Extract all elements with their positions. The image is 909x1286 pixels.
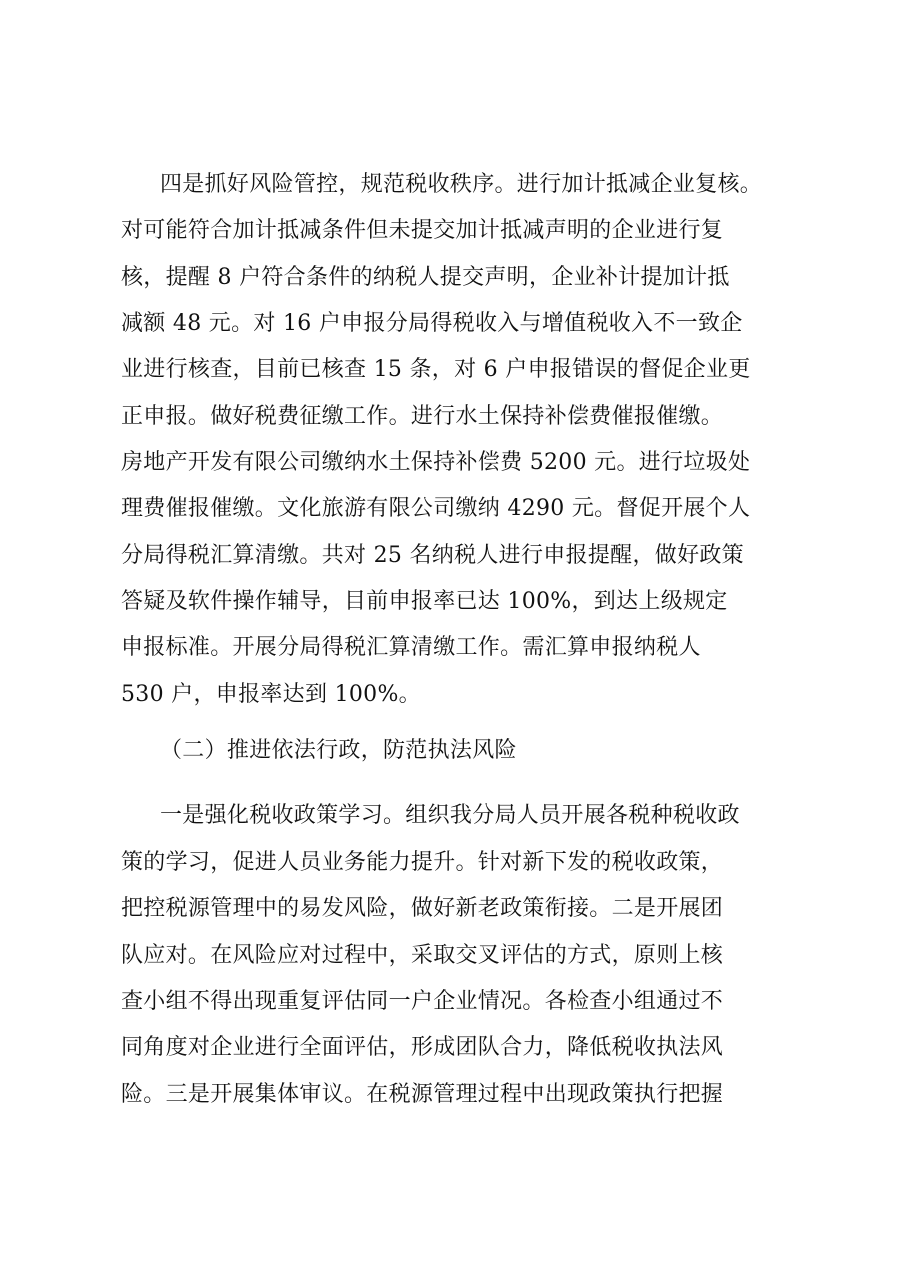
paragraph-1-line-5: 业进行核查，目前已核查 15 条，对 6 户申报错误的督促企业更	[121, 357, 751, 382]
paragraph-1-line-9: 分局得税汇算清缴。共对 25 名纳税人进行申报提醒，做好政策	[121, 543, 744, 568]
paragraph-1-line-3: 核，提醒 8 户符合条件的纳税人提交声明，企业补计提加计抵	[121, 265, 730, 290]
paragraph-2-line-3: 把控税源管理中的易发风险，做好新老政策衔接。二是开展团	[121, 896, 724, 921]
paragraph-2-line-1: 一是强化税收政策学习。组织我分局人员开展各税种税收政	[160, 803, 740, 828]
paragraph-1-line-7: 房地产开发有限公司缴纳水土保持补偿费 5200 元。进行垃圾处	[121, 450, 751, 475]
paragraph-1-line-12: 530 户，申报率达到 100%。	[121, 682, 421, 707]
paragraph-2-line-7: 险。三是开展集体审议。在税源管理过程中出现政策执行把握	[121, 1082, 724, 1107]
paragraph-1-line-8: 理费催报催缴。文化旅游有限公司缴纳 4290 元。督促开展个人	[121, 496, 751, 521]
paragraph-2-line-2: 策的学习，促进人员业务能力提升。针对新下发的税收政策，	[121, 850, 724, 875]
section-heading: （二）推进依法行政，防范执法风险	[160, 738, 517, 763]
paragraph-1-line-1: 四是抓好风险管控，规范税收秩序。进行加计抵减企业复核。	[160, 172, 763, 197]
paragraph-2-line-4: 队应对。在风险应对过程中，采取交叉评估的方式，原则上核	[121, 943, 724, 968]
paragraph-1-line-2: 对可能符合加计抵减条件但未提交加计抵减声明的企业进行复	[121, 218, 724, 243]
paragraph-1-line-4: 减额 48 元。对 16 户申报分局得税收入与增值税收入不一致企	[121, 311, 743, 336]
paragraph-1-line-6: 正申报。做好税费征缴工作。进行水土保持补偿费催报催缴。	[121, 404, 724, 429]
paragraph-1-line-11: 申报标准。开展分局得税汇算清缴工作。需汇算申报纳税人	[121, 635, 701, 660]
paragraph-1-line-10: 答疑及软件操作辅导，目前申报率已达 100%，到达上级规定	[121, 589, 728, 614]
paragraph-2-line-5: 查小组不得出现重复评估同一户企业情况。各检查小组通过不	[121, 989, 724, 1014]
paragraph-2-line-6: 同角度对企业进行全面评估，形成团队合力，降低税收执法风	[121, 1035, 724, 1060]
